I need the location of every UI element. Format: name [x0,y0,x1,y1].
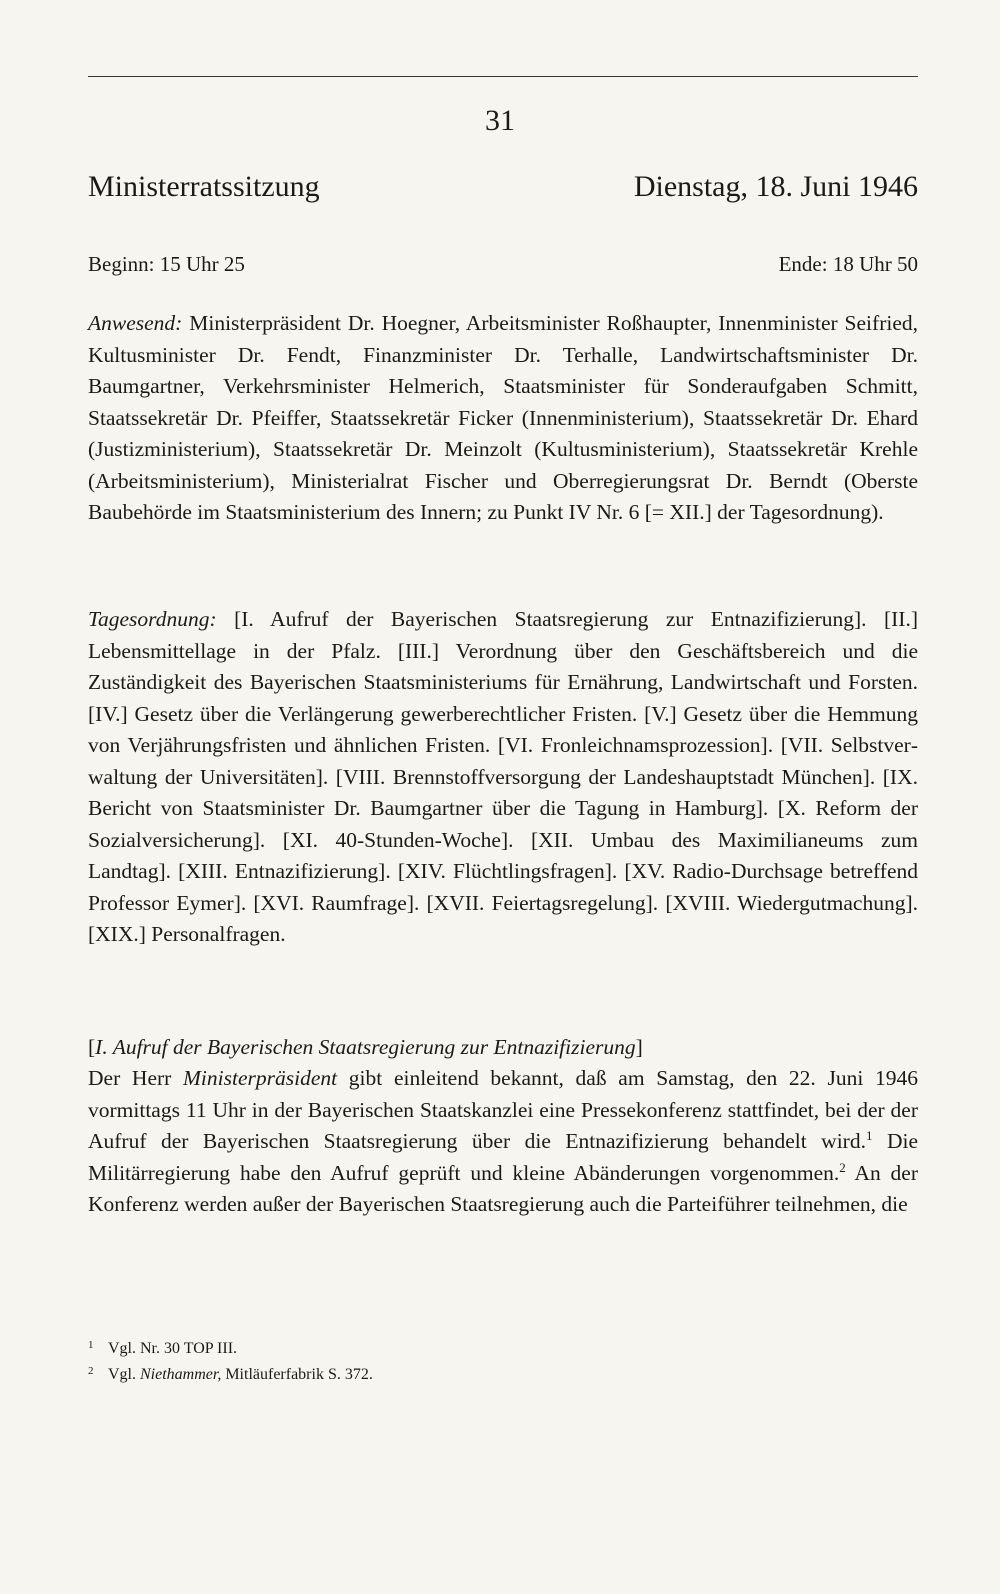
footnote-text [108,1362,373,1388]
footnote-author: Niethammer, [140,1366,222,1383]
footnote-number: 1 [88,1339,94,1351]
top-rule [88,76,918,77]
footnote-text: Vgl. Nr. 30 TOP III. [108,1340,238,1357]
footnote-item [88,1362,918,1388]
attendance-label: Anwesend: [88,311,183,335]
session-title: Ministerratssitzung [88,170,320,203]
heading-bracket-close: ] [635,1035,643,1059]
attendance-paragraph [88,308,918,529]
footnote-text-part: Mitläuferfabrik S. 372. [221,1366,373,1383]
footnotes [88,1336,918,1388]
page-number: 31 [485,104,515,137]
paragraph-text: Die Militärregierung habe den Aufruf geprüft und kleine Abänderungen vorgenommen. [88,1129,918,1185]
begin-time: Beginn: 15 Uhr 25 [88,252,245,276]
agenda-paragraph [88,604,918,951]
footnote-ref[interactable]: 2 [839,1159,846,1175]
paragraph-text: gibt einleitend bekannt, daß am Samstag, den 22. Juni 1946 vormittags 11 Uhr in der Bayerischen Staatskanzlei eine Pressekonferenz stattfindet, bei der der Aufruf der Bayerischen Staatsregierung über die Entnazifizierung behandelt wird. [88,1066,919,1153]
footnote-text-part: Vgl. [108,1366,140,1383]
footnote-item [88,1336,918,1362]
end-time: Ende: 18 Uhr 50 [778,252,918,276]
paragraph-text: Der Herr [88,1066,184,1090]
paragraph-text: An der Konferenz werden außer der Bayerischen Staatsregierung auch die Parteiführer teilnehmen, die [88,1160,919,1216]
footnote-ref[interactable]: 1 [865,1127,873,1143]
footnote-number: 2 [88,1365,94,1377]
session-header [88,170,918,204]
agenda-label: Tagesordnung: [88,607,217,631]
section-heading-text: I. Aufruf der Bayerischen Staatsregierung zur Entnazifizierung [95,1035,636,1059]
section-heading [88,1032,918,1064]
heading-bracket-open: [ [88,1035,96,1059]
paragraph-role: Ministerpräsident [183,1066,338,1090]
session-date: Dienstag, 18. Juni 1946 [633,170,918,203]
session-times [88,252,918,277]
agenda-text: [I. Aufruf der Bayerischen Staatsregierung zur Entnazifizierung]. [II.] Lebensmittellage in der Pfalz. [III.] Verordnung über den Geschäftsbereich und die Zuständigkeit des Bayerischen Staatsministeriums für Ernährung, Landwirtschaft und Forsten. [IV.] Gesetz über die Verlängerung gewerberechtlicher Fristen. [V.] Gesetz über die Hemmung von Verjährungsfristen und ähnlichen Fristen. [VI. Fronleichnamsprozession]. [VII. Selbstverwaltung der Universitäten]. [VIII. Brennstoffversorgung der Landeshauptstadt München]. [IX. Bericht von Staatsminister Dr. Baumgartner über die Tagung in Hamburg]. [X. Reform der Sozialversicherung]. [XI. 40-Stunden-Woche]. [XII. Umbau des Maximilianeums zum Landtag]. [XIII. Entnazifizierung]. [XIV. Flüchtlingsfragen]. [XV. Radio-Durchsage betreffend Professor Eymer]. [XVI. Raumfrage]. [XVII. Feiertagsregelung]. [XVIII. Wiedergutmachung]. [XIX.] Personalfragen. [88,607,918,946]
section-paragraph [88,1063,918,1221]
attendance-text: Ministerpräsident Dr. Hoegner, Arbeitsminister Roßhaupter, Innenminister Seifried, Kultusminister Dr. Fendt, Finanzminister Dr. Terhalle, Landwirtschaftsminister Dr. Baumgartner, Verkehrsminister Helmerich, Staatsminister für Sonderaufgaben Schmitt, Staatssekretär Dr. Pfeiffer, Staatssekretär Ficker (Innenministerium), Staatssekretär Dr. Ehard (Justizministerium), Staatssekretär Dr. Meinzolt (Kultusministerium), Staatssekretär Krehle (Arbeitsministerium), Ministerialrat Fischer und Oberregierungsrat Dr. Berndt (Oberste Baubehörde im Staatsministerium des Innern; zu Punkt IV Nr. 6 [= XII.] der Tagesordnung). [88,311,918,524]
